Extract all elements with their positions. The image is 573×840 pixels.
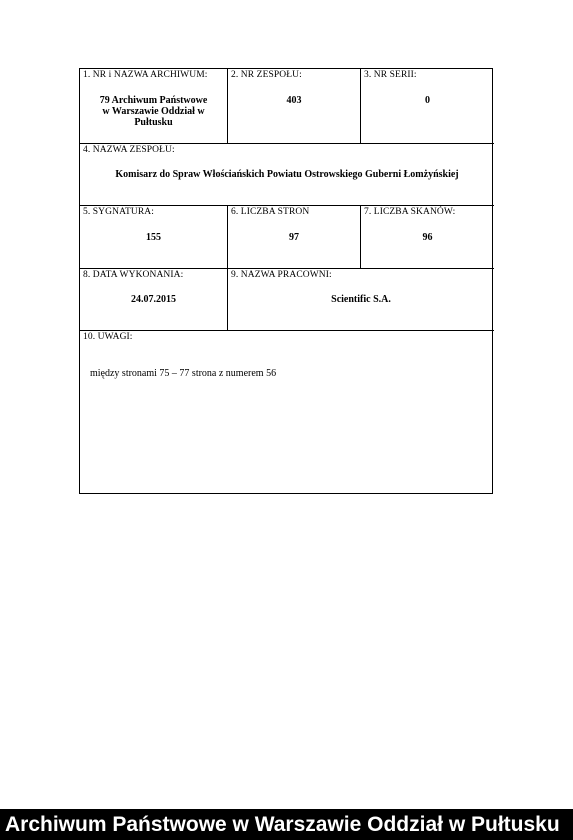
fonds-name-label: 4. NAZWA ZESPOŁU: — [83, 145, 175, 155]
signature-label: 5. SYGNATURA: — [83, 207, 154, 217]
scans-count-value: 96 — [422, 232, 433, 243]
fonds-name-cell — [80, 144, 494, 206]
remarks-value: między stronami 75 – 77 strona z numerem 56 — [90, 368, 277, 379]
archive-cell — [80, 69, 228, 144]
pages-count-cell — [228, 206, 361, 269]
metadata-form — [79, 68, 493, 494]
series-value: 0 — [425, 95, 430, 106]
series-label: 3. NR SERII: — [364, 70, 417, 80]
remarks-label: 10. UWAGI: — [83, 332, 133, 342]
archive-footer-banner: Archiwum Państwowe w Warszawie Oddział w Pułtusku — [0, 809, 573, 840]
fonds-number-label: 2. NR ZESPOŁU: — [231, 70, 302, 80]
lab-name-value: Scientific S.A. — [331, 294, 391, 305]
signature-value: 155 — [146, 232, 161, 243]
fonds-name-value: Komisarz do Spraw Włościańskich Powiatu Ostrowskiego Guberni Łomżyńskiej — [115, 169, 459, 180]
date-cell — [80, 269, 228, 331]
series-cell — [361, 69, 494, 144]
lab-name-cell — [228, 269, 494, 331]
lab-name-label: 9. NAZWA PRACOWNI: — [231, 270, 332, 280]
fonds-number-cell — [228, 69, 361, 144]
pages-count-value: 97 — [289, 232, 299, 243]
date-label: 8. DATA WYKONANIA: — [83, 270, 184, 280]
date-value: 24.07.2015 — [131, 294, 176, 305]
pages-count-label: 6. LICZBA STRON — [231, 207, 310, 217]
archive-value: 79 Archiwum Państwowe w Warszawie Oddział w Pułtusku — [99, 95, 208, 128]
fonds-number-value: 403 — [286, 95, 302, 106]
signature-cell — [80, 206, 228, 269]
scans-count-label: 7. LICZBA SKANÓW: — [364, 207, 456, 217]
remarks-cell — [80, 331, 494, 493]
scans-count-cell — [361, 206, 494, 269]
archive-label: 1. NR i NAZWA ARCHIWUM: — [83, 70, 208, 80]
